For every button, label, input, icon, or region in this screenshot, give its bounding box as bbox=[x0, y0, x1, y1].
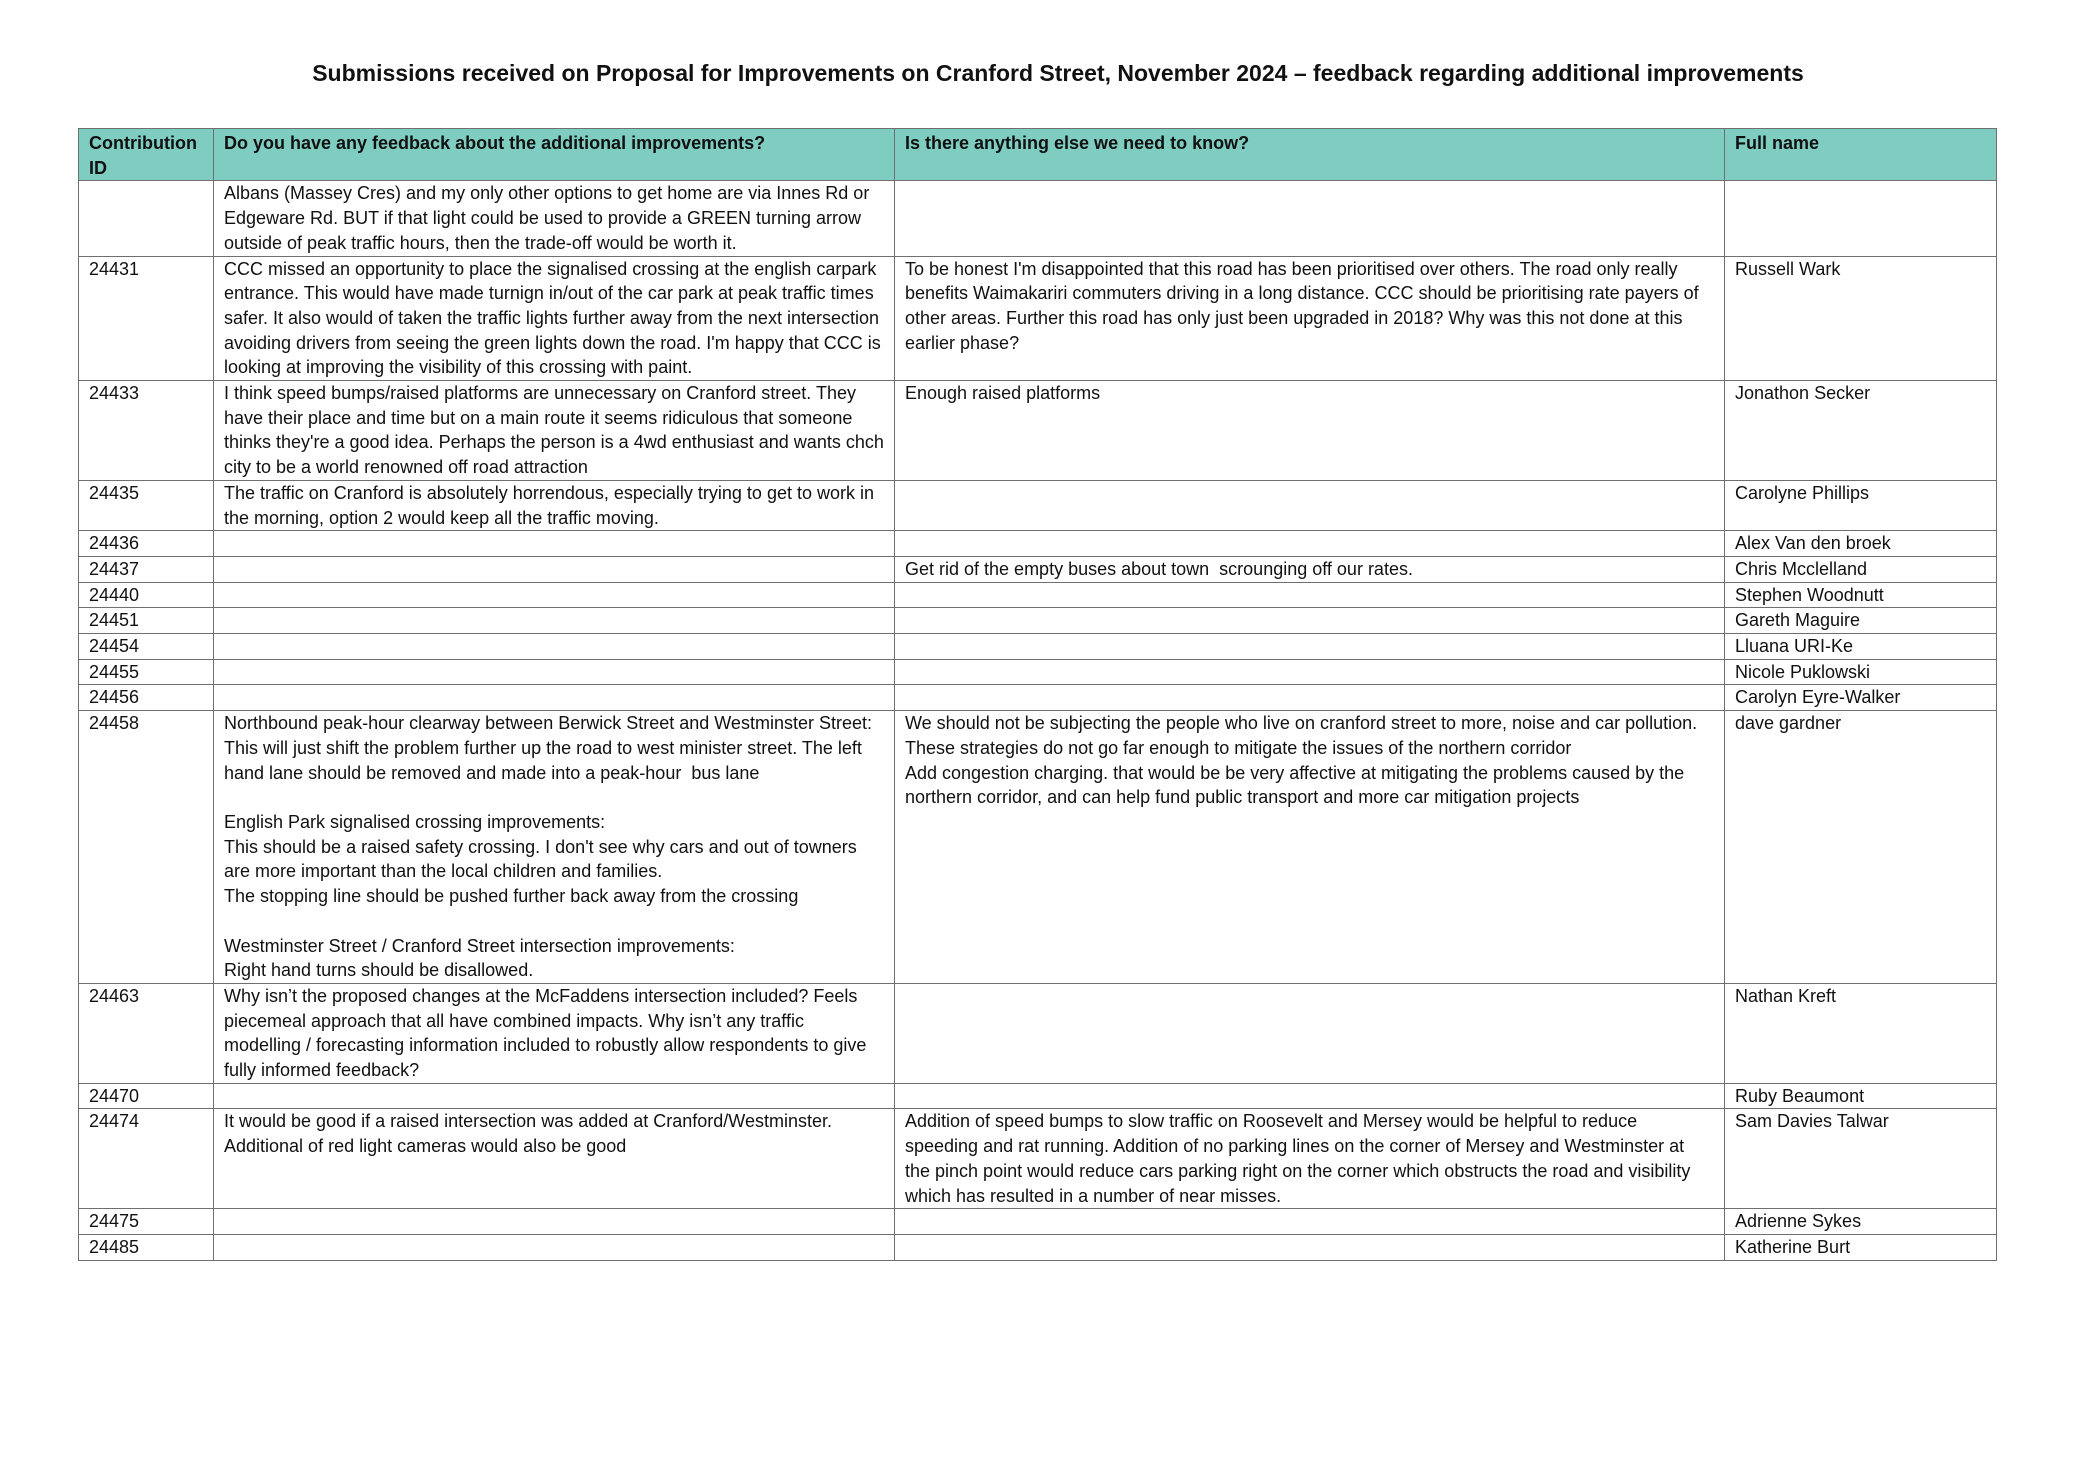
cell-full-name: Chris Mcclelland bbox=[1725, 556, 1997, 582]
cell-contribution-id: 24433 bbox=[79, 381, 214, 481]
cell-full-name: Carolyn Eyre-Walker bbox=[1725, 685, 1997, 711]
table-row bbox=[79, 659, 1997, 685]
page-title: Submissions received on Proposal for Improvements on Cranford Street, November 2024 – feedback regarding additional improvements bbox=[312, 60, 1804, 86]
cell-full-name: dave gardner bbox=[1725, 711, 1997, 984]
cell-anything-else bbox=[895, 531, 1725, 557]
table-row bbox=[79, 685, 1997, 711]
cell-contribution-id: 24475 bbox=[79, 1209, 214, 1235]
table-row bbox=[79, 608, 1997, 634]
table-row bbox=[79, 711, 1997, 984]
cell-anything-else: We should not be subjecting the people who live on cranford street to more, noise and car pollution. These strategies do not go far enough to mitigate the issues of the northern corridor Add congestion charging. that would be be very affective at mitigating the problems caused by the northern corridor, and can help fund public transport and more car mitigation projects bbox=[895, 711, 1725, 984]
table-header bbox=[79, 129, 1997, 181]
cell-contribution-id: 24440 bbox=[79, 582, 214, 608]
cell-feedback: CCC missed an opportunity to place the signalised crossing at the english carpark entrance. This would have made turnign in/out of the car park at peak traffic times safer. It also would of taken the traffic lights further away from the next intersection avoiding drivers from seeing the green lights down the road. I'm happy that CCC is looking at improving the visibility of this crossing with paint. bbox=[214, 256, 895, 381]
cell-anything-else bbox=[895, 582, 1725, 608]
table-row bbox=[79, 381, 1997, 481]
cell-anything-else bbox=[895, 983, 1725, 1083]
cell-contribution-id: 24485 bbox=[79, 1234, 214, 1260]
cell-full-name: Sam Davies Talwar bbox=[1725, 1109, 1997, 1209]
cell-feedback: I think speed bumps/raised platforms are unnecessary on Cranford street. They have their place and time but on a main route it seems ridiculous that someone thinks they're a good idea. Perhaps the person is a 4wd enthusiast and wants chch city to be a world renowned off road attraction bbox=[214, 381, 895, 481]
table-row bbox=[79, 181, 1997, 256]
table-row bbox=[79, 1234, 1997, 1260]
cell-feedback bbox=[214, 531, 895, 557]
cell-contribution-id: 24451 bbox=[79, 608, 214, 634]
cell-contribution-id: 24436 bbox=[79, 531, 214, 557]
table-row bbox=[79, 480, 1997, 530]
table-row bbox=[79, 634, 1997, 660]
cell-feedback bbox=[214, 1209, 895, 1235]
cell-anything-else: To be honest I'm disappointed that this road has been prioritised over others. The road only really benefits Waimakariri commuters driving in a long distance. CCC should be prioritising rate payers of other areas. Further this road has only just been upgraded in 2018? Why was this not done at this earlier phase? bbox=[895, 256, 1725, 381]
cell-anything-else bbox=[895, 1209, 1725, 1235]
cell-full-name: Jonathon Secker bbox=[1725, 381, 1997, 481]
cell-contribution-id: 24455 bbox=[79, 659, 214, 685]
table-row bbox=[79, 256, 1997, 381]
header-anything-else: Is there anything else we need to know? bbox=[895, 129, 1725, 181]
cell-anything-else bbox=[895, 634, 1725, 660]
cell-feedback bbox=[214, 608, 895, 634]
cell-anything-else bbox=[895, 685, 1725, 711]
cell-contribution-id bbox=[79, 181, 214, 256]
cell-full-name: Ruby Beaumont bbox=[1725, 1083, 1997, 1109]
submissions-table bbox=[78, 128, 1997, 1261]
cell-full-name: Nathan Kreft bbox=[1725, 983, 1997, 1083]
cell-contribution-id: 24463 bbox=[79, 983, 214, 1083]
cell-full-name: Russell Wark bbox=[1725, 256, 1997, 381]
cell-feedback bbox=[214, 659, 895, 685]
cell-feedback: Albans (Massey Cres) and my only other options to get home are via Innes Rd or Edgeware Rd. BUT if that light could be used to provide a GREEN turning arrow outside of peak traffic hours, then the trade-off would be worth it. bbox=[214, 181, 895, 256]
cell-full-name: Carolyne Phillips bbox=[1725, 480, 1997, 530]
header-feedback: Do you have any feedback about the additional improvements? bbox=[214, 129, 895, 181]
cell-full-name bbox=[1725, 181, 1997, 256]
cell-contribution-id: 24431 bbox=[79, 256, 214, 381]
cell-feedback: The traffic on Cranford is absolutely horrendous, especially trying to get to work in the morning, option 2 would keep all the traffic moving. bbox=[214, 480, 895, 530]
header-contribution-id: Contribution ID bbox=[79, 129, 214, 181]
cell-feedback bbox=[214, 685, 895, 711]
cell-full-name: Katherine Burt bbox=[1725, 1234, 1997, 1260]
cell-contribution-id: 24454 bbox=[79, 634, 214, 660]
table-row bbox=[79, 531, 1997, 557]
cell-full-name: Adrienne Sykes bbox=[1725, 1209, 1997, 1235]
cell-anything-else: Enough raised platforms bbox=[895, 381, 1725, 481]
cell-feedback bbox=[214, 634, 895, 660]
header-full-name: Full name bbox=[1725, 129, 1997, 181]
cell-anything-else bbox=[895, 1083, 1725, 1109]
table-row bbox=[79, 582, 1997, 608]
table-row bbox=[79, 1109, 1997, 1209]
cell-anything-else: Addition of speed bumps to slow traffic on Roosevelt and Mersey would be helpful to reduce speeding and rat running. Addition of no parking lines on the corner of Mersey and Westminster at the pinch point would reduce cars parking right on the corner which obstructs the road and visibility which has resulted in a number of near misses. bbox=[895, 1109, 1725, 1209]
table-row bbox=[79, 1083, 1997, 1109]
cell-feedback bbox=[214, 1234, 895, 1260]
cell-contribution-id: 24456 bbox=[79, 685, 214, 711]
table-row bbox=[79, 556, 1997, 582]
cell-anything-else bbox=[895, 608, 1725, 634]
cell-contribution-id: 24437 bbox=[79, 556, 214, 582]
cell-anything-else bbox=[895, 480, 1725, 530]
cell-feedback: Why isn’t the proposed changes at the McFaddens intersection included? Feels piecemeal approach that all have combined impacts. Why isn’t any traffic modelling / forecasting information included to robustly allow respondents to give fully informed feedback? bbox=[214, 983, 895, 1083]
cell-feedback bbox=[214, 556, 895, 582]
cell-full-name: Stephen Woodnutt bbox=[1725, 582, 1997, 608]
cell-full-name: Gareth Maguire bbox=[1725, 608, 1997, 634]
table-row bbox=[79, 1209, 1997, 1235]
cell-contribution-id: 24470 bbox=[79, 1083, 214, 1109]
cell-full-name: Nicole Puklowski bbox=[1725, 659, 1997, 685]
cell-contribution-id: 24474 bbox=[79, 1109, 214, 1209]
cell-full-name: Lluana URI-Ke bbox=[1725, 634, 1997, 660]
cell-feedback: Northbound peak-hour clearway between Berwick Street and Westminster Street: This will just shift the problem further up the road to west minister street. The left hand lane should be removed and made into a peak-hour bus lane English Park signalised crossing improvements: This should be a raised safety crossing. I don't see why cars and out of towners are more important than the local children and families. The stopping line should be pushed further back away from the crossing Westminster Street / Cranford Street intersection improvements: Right hand turns should be disallowed. bbox=[214, 711, 895, 984]
cell-feedback bbox=[214, 1083, 895, 1109]
table-row bbox=[79, 983, 1997, 1083]
cell-feedback bbox=[214, 582, 895, 608]
cell-feedback: It would be good if a raised intersection was added at Cranford/Westminster. Additional of red light cameras would also be good bbox=[214, 1109, 895, 1209]
cell-contribution-id: 24458 bbox=[79, 711, 214, 984]
cell-full-name: Alex Van den broek bbox=[1725, 531, 1997, 557]
cell-anything-else bbox=[895, 1234, 1725, 1260]
table-body bbox=[79, 181, 1997, 1260]
cell-contribution-id: 24435 bbox=[79, 480, 214, 530]
header-row bbox=[79, 129, 1997, 181]
cell-anything-else bbox=[895, 181, 1725, 256]
cell-anything-else bbox=[895, 659, 1725, 685]
cell-anything-else: Get rid of the empty buses about town scrounging off our rates. bbox=[895, 556, 1725, 582]
